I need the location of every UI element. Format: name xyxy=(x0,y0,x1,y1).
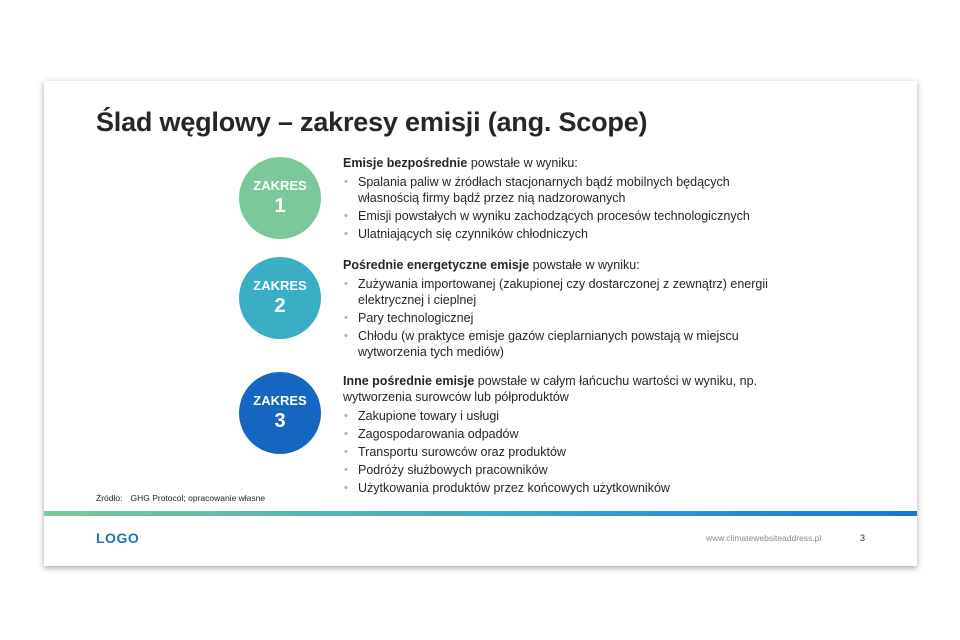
bullet-icon: • xyxy=(344,428,348,440)
scope-3-heading-bold: Inne pośrednie emisje xyxy=(343,374,475,388)
scope-1-heading xyxy=(343,155,793,171)
list-item xyxy=(343,310,793,326)
scope-1-heading-rest: powstałe w wyniku: xyxy=(467,156,578,170)
scope-2-circle xyxy=(239,257,321,339)
bullet-text: Podróży służbowych pracowników xyxy=(358,463,548,477)
website-url[interactable]: www.climatewebsiteaddress.pl xyxy=(706,533,822,543)
list-item xyxy=(343,328,793,360)
scope-2-bullet-list xyxy=(343,276,793,360)
list-item xyxy=(343,174,793,206)
scope-3-number: 3 xyxy=(274,410,286,432)
logo: LOGO xyxy=(96,530,140,546)
scope-1-section xyxy=(343,155,793,244)
list-item xyxy=(343,226,793,242)
scope-3-section xyxy=(343,373,793,498)
scope-3-heading-rest: powstałe w całym łańcuchu wartości w wyniku, np. wytworzenia surowców lub półproduktów xyxy=(343,374,758,404)
scope-1-number: 1 xyxy=(274,195,286,217)
scope-3-heading xyxy=(343,373,793,405)
list-item xyxy=(343,444,793,460)
scope-1-bullet-list xyxy=(343,174,793,242)
bullet-icon: • xyxy=(344,312,348,324)
scope-3-circle xyxy=(239,372,321,454)
scope-2-label: ZAKRES xyxy=(253,278,307,293)
bullet-text: Chłodu (w praktyce emisje gazów cieplarnianych powstają w miejscu wytworzenia tych mediów) xyxy=(358,329,739,359)
source-note xyxy=(96,493,265,503)
bullet-text: Zakupione towary i usługi xyxy=(358,409,500,423)
scope-3-label: ZAKRES xyxy=(253,393,307,408)
bullet-icon: • xyxy=(344,482,348,494)
bullet-icon: • xyxy=(344,278,348,290)
scope-3-bullet-list xyxy=(343,408,793,496)
bullet-text: Użytkowania produktów przez końcowych użytkowników xyxy=(358,481,670,495)
bullet-text: Spalania paliw w źródłach stacjonarnych bądź mobilnych będących własnością firmy bądź przez nią nadzorowanych xyxy=(358,175,730,205)
list-item xyxy=(343,480,793,496)
scope-2-section xyxy=(343,257,793,362)
slide-title: Ślad węglowy – zakresy emisji (ang. Scope) xyxy=(96,107,648,137)
list-item xyxy=(343,408,793,424)
bullet-icon: • xyxy=(344,330,348,342)
list-item xyxy=(343,208,793,224)
bullet-icon: • xyxy=(344,210,348,222)
bullet-text: Ulatniających się czynników chłodniczych xyxy=(358,227,588,241)
bullet-text: Transportu surowców oraz produktów xyxy=(358,445,566,459)
bullet-text: Zużywania importowanej (zakupionej czy dostarczonej z zewnątrz) energii elektrycznej i cieplnej xyxy=(358,277,768,307)
scope-1-circle xyxy=(239,157,321,239)
scope-1-heading-bold: Emisje bezpośrednie xyxy=(343,156,468,170)
source-label: Źródło: xyxy=(96,493,123,503)
slide xyxy=(44,81,917,566)
list-item xyxy=(343,462,793,478)
list-item xyxy=(343,276,793,308)
footer-gradient-bar xyxy=(44,511,917,516)
scope-2-number: 2 xyxy=(274,295,286,317)
bullet-icon: • xyxy=(344,410,348,422)
bullet-icon: • xyxy=(344,464,348,476)
bullet-text: Emisji powstałych w wyniku zachodzących procesów technologicznych xyxy=(358,209,750,223)
source-text: GHG Protocol; opracowanie własne xyxy=(130,493,266,503)
scope-2-heading-bold: Pośrednie energetyczne emisje xyxy=(343,258,530,272)
bullet-icon: • xyxy=(344,446,348,458)
bullet-icon: • xyxy=(344,176,348,188)
list-item xyxy=(343,426,793,442)
scope-1-label: ZAKRES xyxy=(253,178,307,193)
bullet-text: Zagospodarowania odpadów xyxy=(358,427,519,441)
scope-2-heading xyxy=(343,257,793,273)
bullet-icon: • xyxy=(344,228,348,240)
page-number: 3 xyxy=(860,533,866,543)
bullet-text: Pary technologicznej xyxy=(358,311,474,325)
scope-2-heading-rest: powstałe w wyniku: xyxy=(529,258,640,272)
